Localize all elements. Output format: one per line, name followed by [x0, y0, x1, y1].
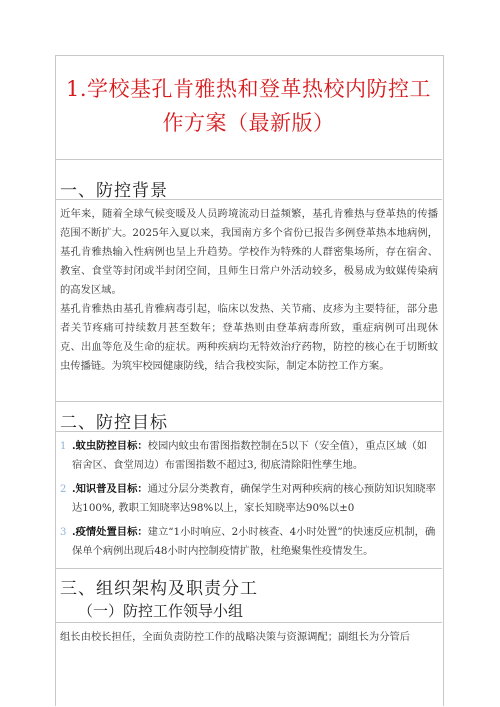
goal-item-2: [60, 480, 440, 518]
section-heading-goals: 二、防控目标: [60, 413, 168, 433]
section-heading-background: 一、防控背景: [60, 181, 168, 201]
goal-number: 2: [60, 484, 67, 495]
goal-label: .蚊虫防控目标：: [72, 440, 148, 452]
goal-text: 通过分层分类教育，确保学生对两种疾病的核心预防知识知晓率达100%, 教职工知晓率达98%以上，家长知晓率达90%以±0: [72, 483, 436, 514]
goal-item-1: [60, 437, 440, 475]
organization-paragraph-1: 组长由校长担任，全面负责防控工作的战略决策与资源调配；副组长为分管后: [60, 631, 411, 643]
goal-number: 1: [60, 441, 67, 452]
section-divider: [55, 622, 442, 623]
document-title: 1.学校基孔肯雅热和登革热校内防控工作方案（最新版）: [65, 77, 432, 135]
goal-item-3: [60, 523, 440, 561]
section-divider: [55, 401, 442, 402]
goal-label: .疫情处置目标：: [72, 526, 148, 538]
section-heading-organization: 三、组织架构及职责分工: [60, 579, 258, 599]
background-paragraph-2: 基孔肯雅热由基孔肯雅病毒引起，临床以发热、关节痛、皮疹为主要特征，部分患者关节疼痛可持续数月甚至数年；登革热则由登革病毒所致，重症病例可出现休克、出血等危及生命的症状。两种疾病均无特效治疗药物，防控的核心在于切断蚊虫传播链。为筑牢校园健康防线，结合我校实际，制定本防控工作方案。: [60, 303, 438, 372]
goal-text: 校园内蚊虫布雷图指数控制在5以下（安全值），重点区域（如宿舍区、食堂周边）布雷图指数不超过3, 彻底清除阳性孳生地。: [72, 440, 428, 471]
background-paragraph-1: 近年来，随着全球气候变暖及人员跨境流动日益频繁，基孔肯雅热与登革热的传播范围不断扩大。2025年入夏以来，我国南方多个省份已报告多例登革热本地病例，基孔肯雅热输入性病例也呈上升趋势。学校作为特殊的人群密集场所，存在宿舍、教室、食堂等封闭或半封闭空间，且师生日常户外活动较多，极易成为蚊媒传染病的高发区域。: [60, 208, 438, 296]
goal-text: 建立“1小时响应、2小时核查、4小时处置”的快速反应机制，确保单个病例出现后48小时内控制疫情扩散，杜绝聚集性疫情发生。: [72, 526, 436, 557]
goal-label: .知识普及目标：: [72, 483, 148, 495]
section-divider: [55, 568, 442, 569]
subsection-heading-leadership: （一）防控工作领导小组: [78, 602, 244, 620]
goal-number: 3: [60, 527, 67, 538]
section-divider: [55, 199, 442, 200]
section-divider: [55, 431, 442, 432]
